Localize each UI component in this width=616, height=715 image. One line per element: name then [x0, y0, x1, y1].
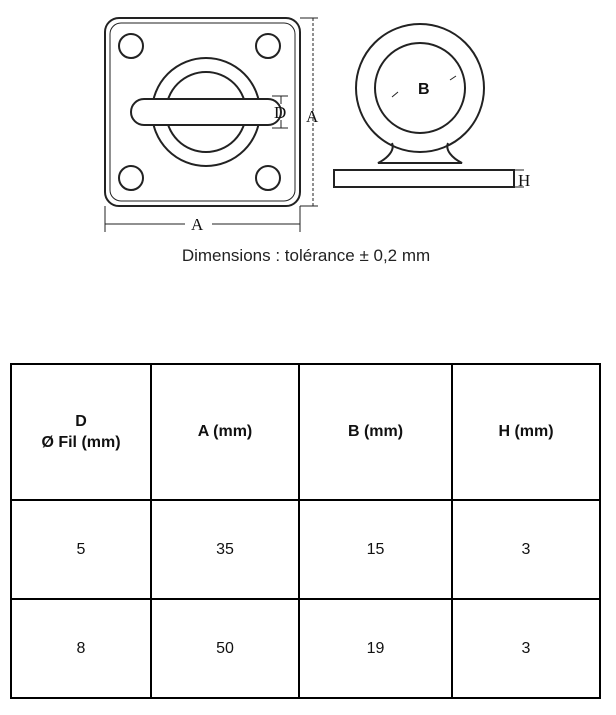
table-row [11, 500, 600, 599]
label-d: D [274, 103, 287, 122]
header-wire-diameter-line2: Ø Fil (mm) [41, 434, 121, 451]
table-cell: 3 [452, 500, 600, 599]
table-cell: 50 [151, 599, 299, 698]
table-cell: 8 [11, 599, 151, 698]
label-b: B [418, 81, 430, 98]
table-header-row [11, 364, 600, 500]
technical-drawing [0, 0, 616, 240]
label-a-horizontal: A [191, 215, 204, 234]
plate-top-view [105, 18, 300, 206]
label-h: H [518, 171, 531, 190]
table-cell: 35 [151, 500, 299, 599]
table-cell: 5 [11, 500, 151, 599]
header-b: B (mm) [299, 364, 452, 500]
tolerance-caption: Dimensions : tolérance ± 0,2 mm [181, 246, 431, 265]
label-a-vertical: A [306, 107, 319, 126]
dimensions-table [10, 363, 601, 699]
table-cell: 3 [452, 599, 600, 698]
table-cell: 19 [299, 599, 452, 698]
eye-side-view [334, 24, 524, 187]
header-wire-diameter-line1: D [75, 413, 87, 430]
table-cell: 15 [299, 500, 452, 599]
header-h: H (mm) [452, 364, 600, 500]
table-row [11, 599, 600, 698]
header-a: A (mm) [151, 364, 299, 500]
header-wire-diameter [11, 364, 151, 500]
